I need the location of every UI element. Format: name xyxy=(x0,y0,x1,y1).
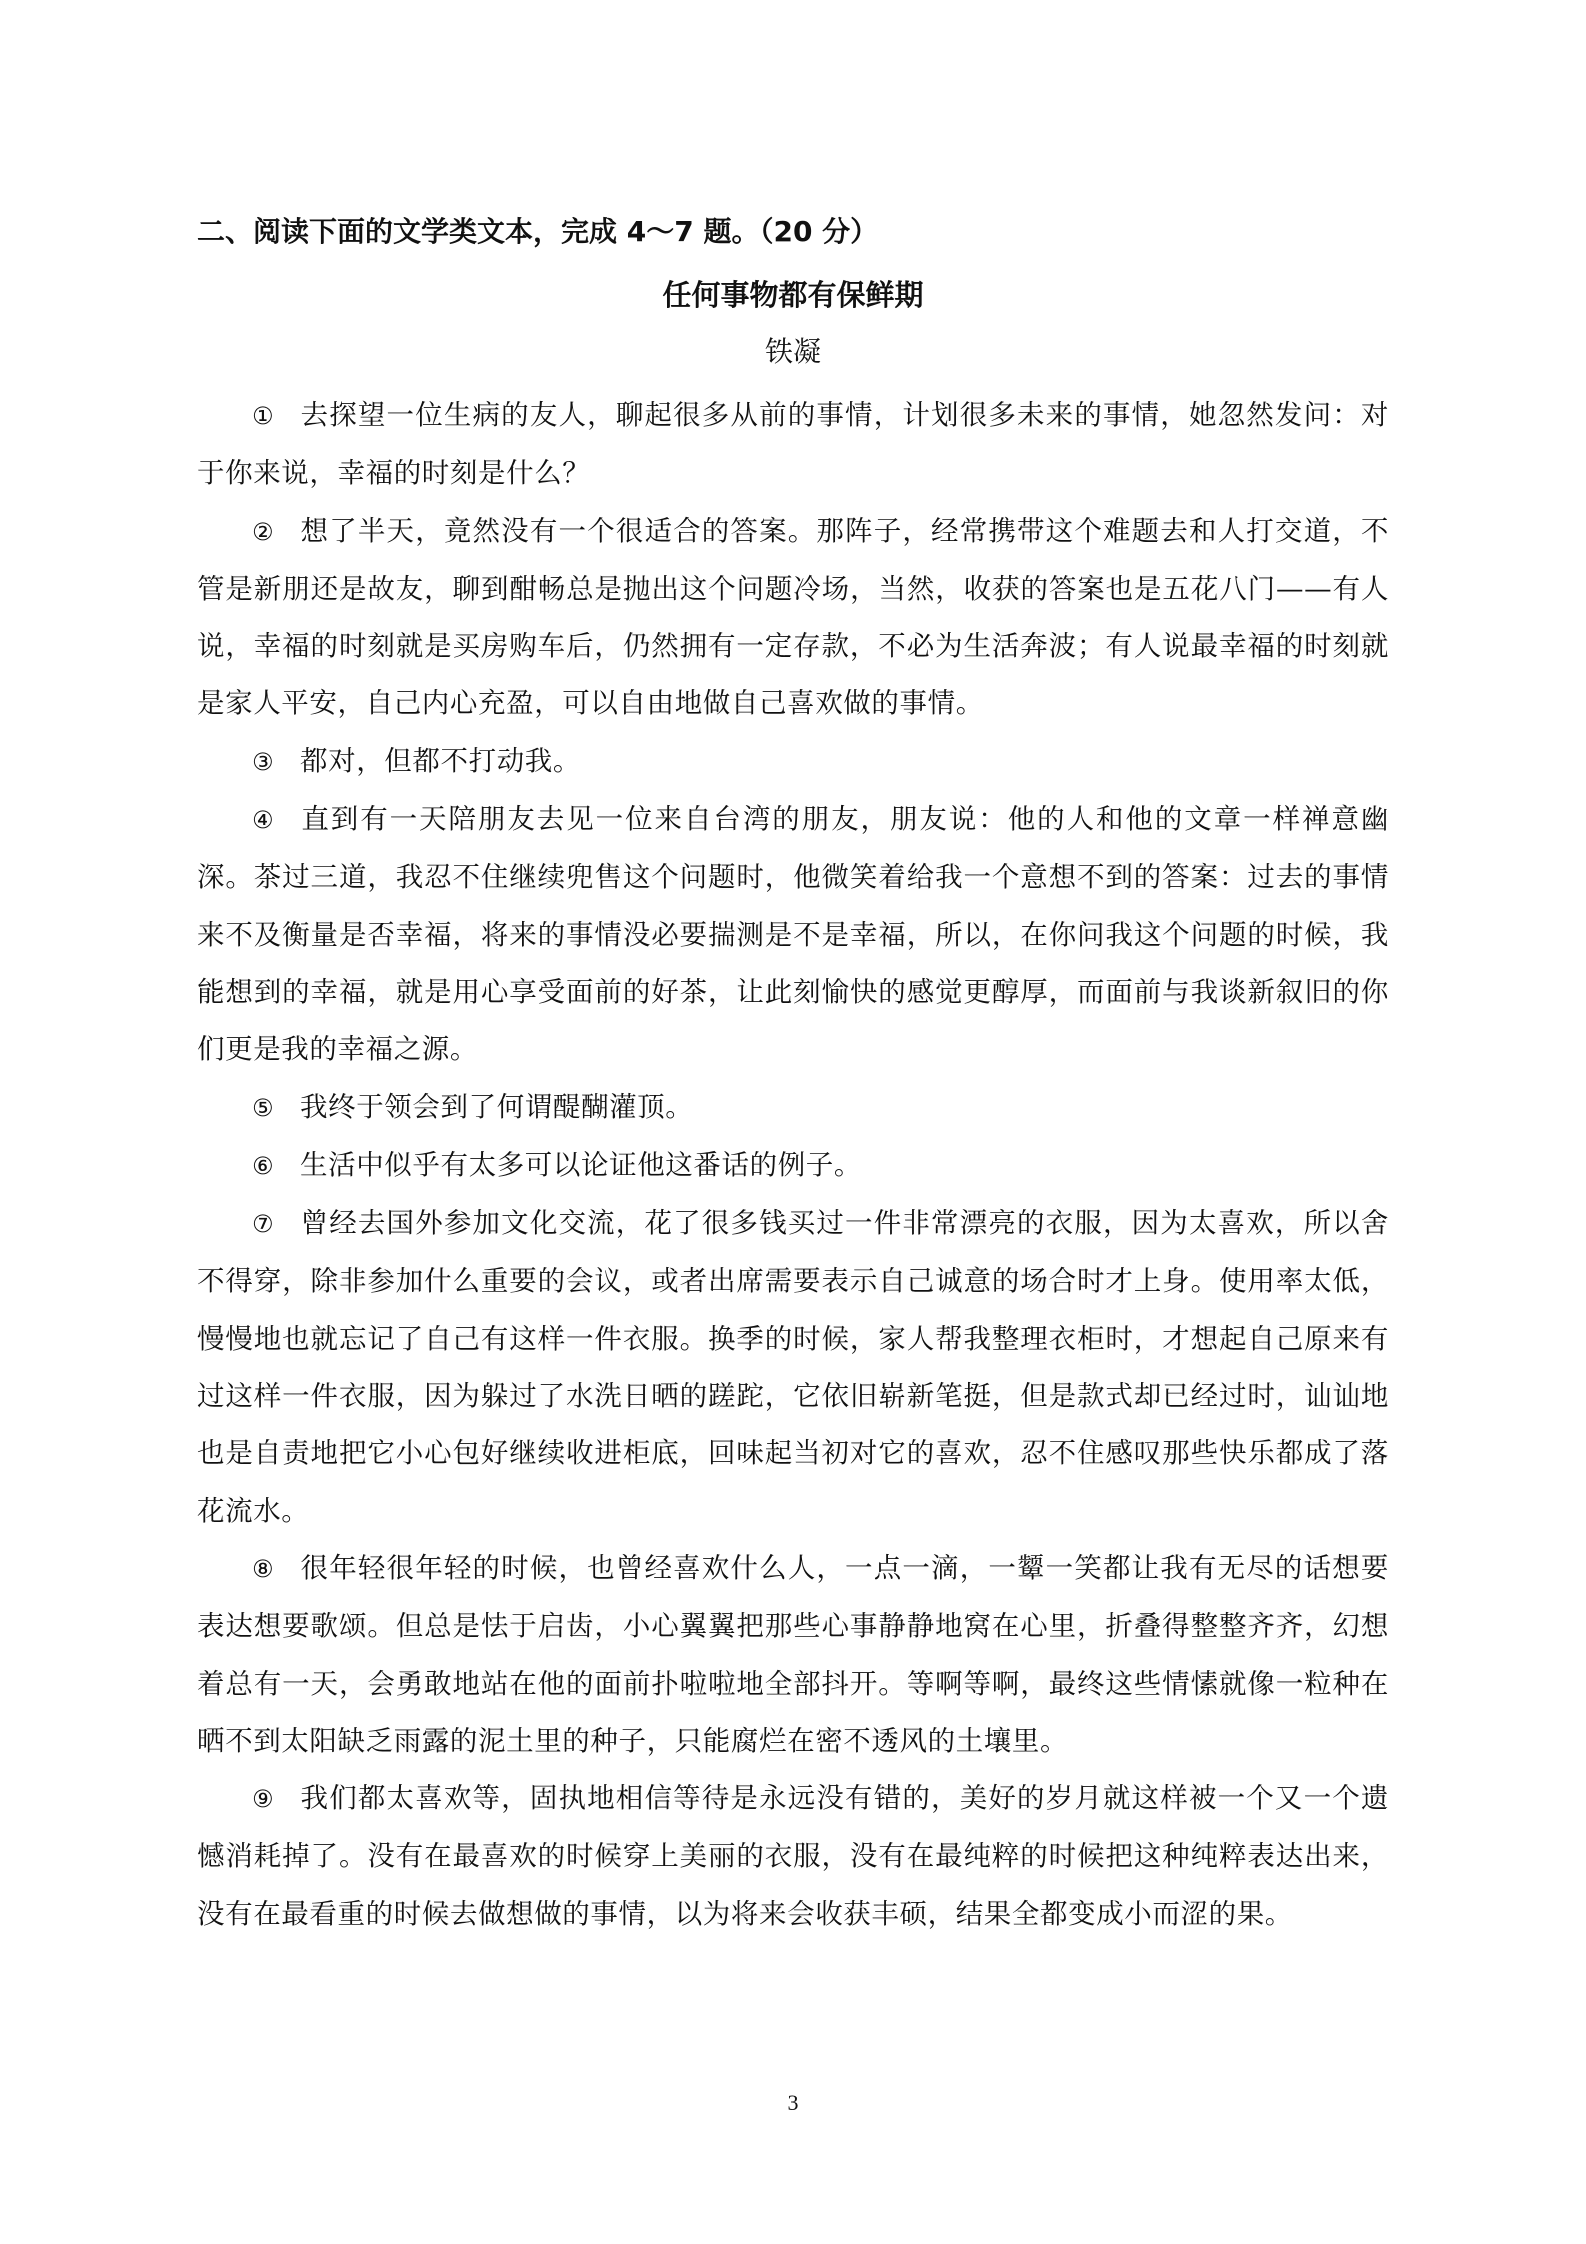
paragraph-number: ⑦ xyxy=(252,1210,275,1239)
paragraph xyxy=(197,503,1389,733)
article-author: 铁凝 xyxy=(764,335,821,368)
paragraph-number: ③ xyxy=(252,747,275,776)
paragraph-number: ④ xyxy=(252,806,275,835)
page-number: 3 xyxy=(787,2090,799,2115)
paragraph-text: 我们都太喜欢等，固执地相信等待是永远没有错的，美好的岁月就这样被一个又一个遗憾消耗掉了。没有在最喜欢的时候穿上美丽的衣服，没有在最纯粹的时候把这种纯粹表达出来，没有在最看重的时候去做想做的事情，以为将来会收获丰硕，结果全都变成小而涩的果。 xyxy=(197,1782,1389,1930)
paragraph-number: ① xyxy=(252,402,275,430)
paragraph xyxy=(197,1079,1389,1137)
article-title: 任何事物都有保鲜期 xyxy=(662,278,924,312)
paragraph-text: 去探望一位生病的友人，聊起很多从前的事情，计划很多未来的事情，她忽然发问：对于你来说，幸福的时刻是什么？ xyxy=(197,399,1389,490)
paragraph-text: 直到有一天陪朋友去见一位来自台湾的朋友，朋友说：他的人和他的文章一样禅意幽深。茶过三道，我忍不住继续兜售这个问题时，他微笑着给我一个意想不到的答案：过去的事情来不及衡量是否幸福，将来的事情没必要揣测是不是幸福，所以，在你问我这个问题的时候，我能想到的幸福，就是用心享受面前的好茶，让此刻愉快的感觉更醇厚，而面前与我谈新叙旧的你们更是我的幸福之源。 xyxy=(197,803,1389,1066)
paragraph-number: ⑨ xyxy=(252,1785,275,1814)
section-heading: 二、阅读下面的文学类文本，完成 4～7 题。（20 分） xyxy=(197,215,879,248)
paragraph xyxy=(197,1137,1389,1195)
paragraph-number: ② xyxy=(252,517,275,546)
paragraph xyxy=(197,1770,1389,1943)
paragraph xyxy=(197,1195,1389,1540)
paragraph-number: ⑧ xyxy=(252,1554,275,1583)
paragraph-text: 很年轻很年轻的时候，也曾经喜欢什么人，一点一滴，一颦一笑都让我有无尽的话想要表达想要歌颂。但总是怯于启齿，小心翼翼把那些心事静静地窝在心里，折叠得整整齐齐，幻想着总有一天，会勇敢地站在他的面前扑啦啦地全部抖开。等啊等啊，最终这些情愫就像一粒种在晒不到太阳缺乏雨露的泥土里的种子，只能腐烂在密不透风的土壤里。 xyxy=(197,1551,1389,1757)
paragraph-text: 生活中似乎有太多可以论证他这番话的例子。 xyxy=(300,1148,862,1181)
paragraph xyxy=(197,387,1389,503)
paragraph xyxy=(197,733,1389,791)
paragraph xyxy=(197,1540,1389,1770)
article-body xyxy=(197,387,1389,1943)
paragraph-text: 我终于领会到了何谓醍醐灌顶。 xyxy=(300,1090,694,1123)
paragraph-text: 曾经去国外参加文化交流，花了很多钱买过一件非常漂亮的衣服，因为太喜欢，所以舍不得穿，除非参加什么重要的会议，或者出席需要表示自己诚意的场合时才上身。使用率太低，慢慢地也就忘记了自己有这样一件衣服。换季的时候，家人帮我整理衣柜时，才想起自己原来有过这样一件衣服，因为躲过了水洗日晒的蹉跎，它依旧崭新笔挺，但是款式却已经过时，讪讪地也是自责地把它小心包好继续收进柜底，回味起当初对它的喜欢，忍不住感叹那些快乐都成了落花流水。 xyxy=(197,1207,1389,1527)
paragraph xyxy=(197,791,1389,1078)
paragraph-text: 都对，但都不打动我。 xyxy=(300,744,581,777)
paragraph-text: 想了半天，竟然没有一个很适合的答案。那阵子，经常携带这个难题去和人打交道，不管是新朋还是故友，聊到酣畅总是抛出这个问题冷场，当然，收获的答案也是五花八门——有人说，幸福的时刻就是买房购车后，仍然拥有一定存款，不必为生活奔波；有人说最幸福的时刻就是家人平安，自己内心充盈，可以自由地做自己喜欢做的事情。 xyxy=(197,514,1389,720)
paragraph-number: ⑥ xyxy=(252,1151,275,1180)
paragraph-number: ⑤ xyxy=(252,1093,275,1122)
